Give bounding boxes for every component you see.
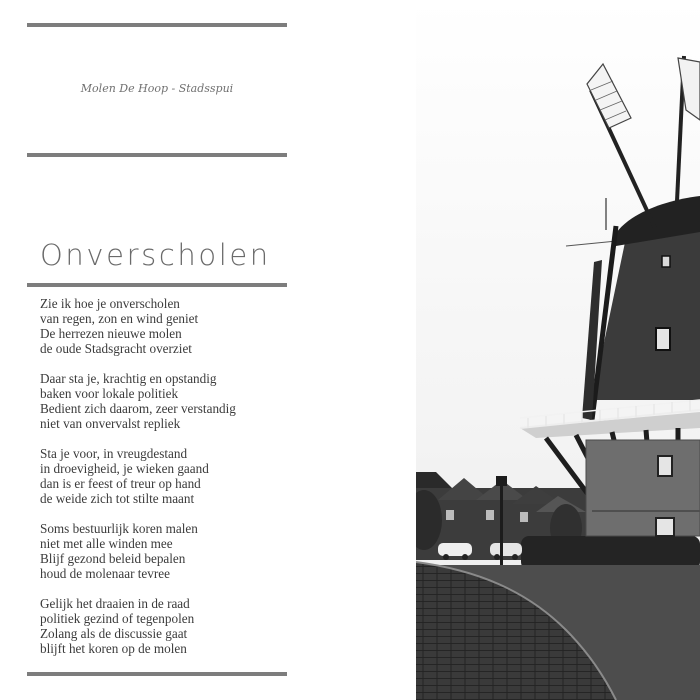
stanza	[40, 296, 290, 356]
poem-line: van regen, zon en wind geniet	[40, 311, 199, 326]
poem-line: Bedient zich daarom, zeer verstandig	[40, 401, 236, 416]
stanza	[40, 596, 290, 656]
window	[656, 518, 674, 536]
stanza	[40, 371, 290, 431]
window	[662, 256, 670, 267]
poem-line: houd de molenaar tevree	[40, 566, 170, 581]
windmill-base	[586, 440, 700, 536]
poem-line: Zolang als de discussie gaat	[40, 626, 188, 641]
photo-caption: Molen De Hoop - Stadsspui	[80, 82, 234, 95]
top-rule	[27, 23, 287, 27]
bottom-rule	[27, 672, 287, 676]
window	[656, 328, 670, 350]
title-rule	[27, 283, 287, 287]
poem-line: Zie ik hoe je onverscholen	[40, 296, 180, 311]
poem-line: Blijf gezond beleid bepalen	[40, 551, 186, 566]
poem-line: Soms bestuurlijk koren malen	[40, 521, 198, 536]
caption-rule	[27, 153, 287, 157]
windmill-photo	[416, 0, 700, 700]
poem-line: baken voor lokale politiek	[40, 386, 179, 401]
poem-line: dan is er feest of treur op hand	[40, 476, 201, 491]
poem-line: niet met alle winden mee	[40, 536, 173, 551]
stanza	[40, 521, 290, 581]
poem-line: Sta je voor, in vreugdestand	[40, 446, 188, 461]
stanza	[40, 446, 290, 506]
poem-line: Daar sta je, krachtig en opstandig	[40, 371, 217, 386]
poem-line: blijft het koren op de molen	[40, 641, 187, 656]
poem-line: de weide zich tot stilte maant	[40, 491, 195, 506]
poem-line: politiek gezind of tegenpolen	[40, 611, 195, 626]
poem-line: Gelijk het draaien in de raad	[40, 596, 190, 611]
poem-line: de oude Stadsgracht overziet	[40, 341, 192, 356]
windmill-illustration	[416, 0, 700, 700]
poem-line: De herrezen nieuwe molen	[40, 326, 182, 341]
window	[658, 456, 672, 476]
poem-body	[40, 296, 290, 671]
poem-line: niet van onvervalst repliek	[40, 416, 181, 431]
poem-line: in droevigheid, je wieken gaand	[40, 461, 209, 476]
hedge	[521, 536, 700, 570]
poem-title: Onverscholen	[40, 238, 271, 272]
